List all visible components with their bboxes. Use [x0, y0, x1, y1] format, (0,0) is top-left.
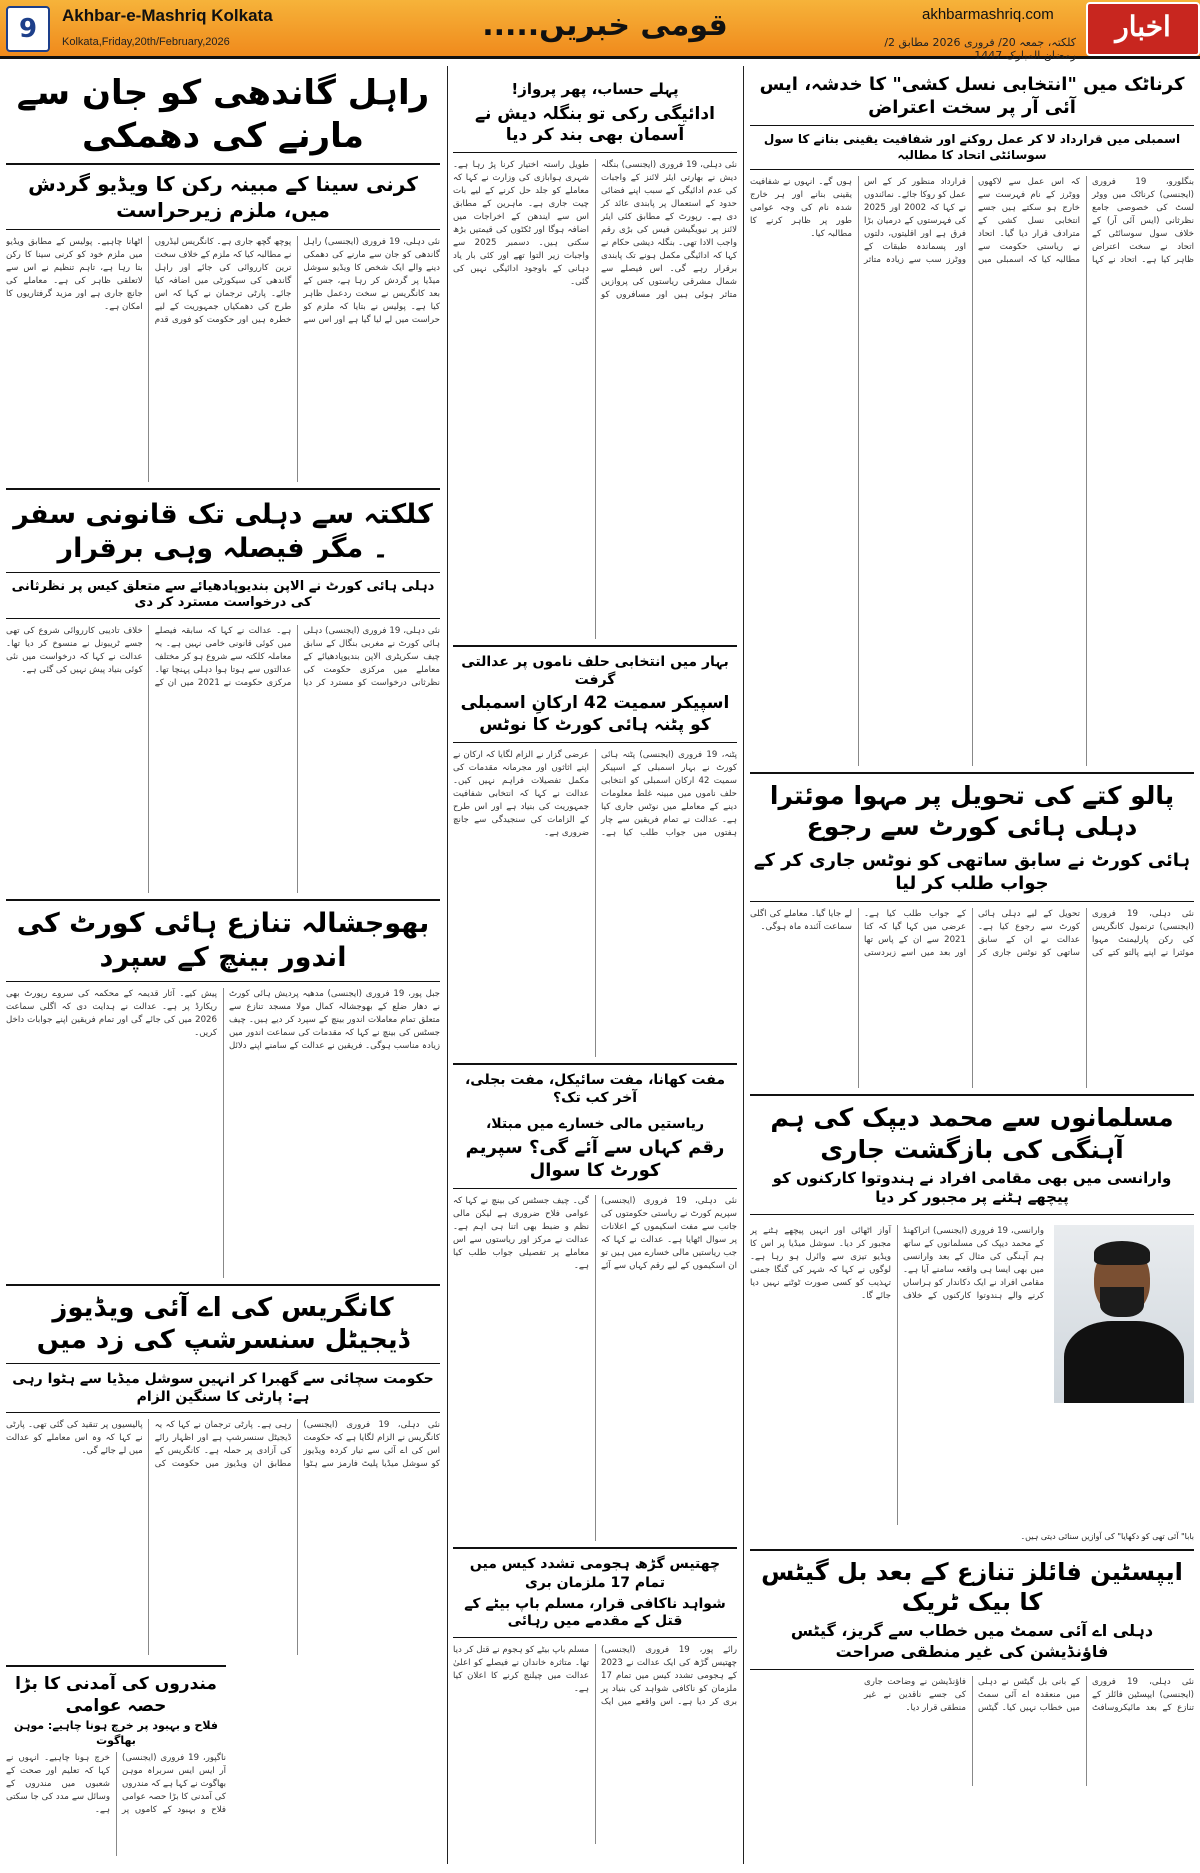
article-body: نئی دہلی، 19 فروری (ایجنسی) ایپسٹین فائلز کے تنازع کے بعد مائیکروسافٹ کے بانی بل گیٹس نے دہلی میں منعقدہ اے آئی سمٹ میں خطاب نہیں کیا۔ گیٹس فاؤنڈیشن نے وضاحت جاری کی جسے ناقدین نے غیر منطقی قرار دیا۔ — [864, 1676, 1194, 1713]
divider — [750, 1549, 1194, 1551]
article-headline: مسلمانوں سے محمد دیپک کی ہم آہنگی کی بازگشت جاری — [770, 1103, 1174, 1164]
divider — [6, 488, 440, 490]
divider — [6, 899, 440, 901]
photo-figure — [1094, 1241, 1150, 1265]
article-subheadline: اسمبلی میں قرارداد لا کر عمل روکنے اور شفافیت یقینی بنانے کا سول سوسائٹی اتحاد کا مطالبہ — [763, 132, 1181, 162]
article-body: نئی دہلی، 19 فروری (ایجنسی) بنگلہ دیش نے بھارتی ایئر لائنز کے واجبات کی عدم ادائیگی کے سبب اپنے فضائی حدود کے استعمال پر پابندی عائد کر دی ہے۔ رپورٹ کے مطابق کئی ایئر لائنز پر نیویگیشن فیس کی بڑی رقم واجب الادا تھی۔ بنگلہ دیشی حکام نے کہا کہ ادائیگی مکمل ہونے تک پابندی برقرار رہے گی۔ اس فیصلے سے شمال مشرقی ریاستوں کی پروازیں متاثر ہوئی ہیں اور مسافروں کو طویل راستہ اختیار کرنا پڑ رہا ہے۔ شہری ہوابازی کی وزارت نے کہا کہ معاملے کو جلد حل کرنے کے لیے بات چیت جاری ہے۔ ماہرین کے مطابق اس سے ایندھن کے اخراجات میں اضافہ ہوگا اور ٹکٹوں کی قیمتیں بڑھ سکتی ہیں۔ دسمبر 2025 سے واجبات زیر التوا تھے اور کئی بار یاد دہانی کے باوجود ادائیگی نہیں کی گئی۔ — [453, 160, 737, 300]
article-subheadline: دہلی اے آئی سمٹ میں خطاب سے گریز، گیٹس فاؤنڈیشن کی غیر منطقی صراحت — [790, 1620, 1154, 1661]
divider — [6, 1363, 440, 1364]
divider — [750, 772, 1194, 774]
article-body: نئی دہلی، 19 فروری (ایجنسی) ترنمول کانگریس کی رکن پارلیمنٹ مہوا موئترا نے اپنے پالتو کتے کی تحویل کے لیے دہلی ہائی کورٹ سے رجوع کیا ہے۔ عدالت نے ان کے سابق ساتھی کو نوٹس جاری کر کے جواب طلب کیا ہے۔ عرضی میں کہا گیا کہ کتا 2021 سے ان کے پاس تھا اور بعد میں اسے زبردستی لے جایا گیا۔ معاملے کی اگلی سماعت آئندہ ماہ ہوگی۔ — [750, 909, 1194, 959]
article-headline: اسپیکر سمیت 42 ارکانِ اسمبلی کو پٹنہ ہائی کورٹ کا نوٹس — [460, 693, 730, 735]
divider — [750, 1094, 1194, 1096]
article-body: جبل پور، 19 فروری (ایجنسی) مدھیہ پردیش ہائی کورٹ نے دھار ضلع کے بھوجشالہ کمال مولا مسجد تنازع سے متعلق تمام معاملات اندور بینچ کے سپرد کر دیے ہیں۔ چیف جسٹس کی بینچ نے کہا کہ مقدمات کی سماعت اندور میں زیادہ مناسب ہوگی۔ فریقین نے عدالت کے سامنے اپنے دلائل پیش کیے۔ آثار قدیمہ کے محکمہ کی سروے رپورٹ بھی ریکارڈ پر ہے۔ عدالت نے ہدایت دی کہ اگلی سماعت 2026 میں کی جائے گی اور تمام فریقین اپنے جوابات داخل کریں۔ — [6, 988, 440, 1051]
divider — [453, 152, 737, 153]
article-headline: کانگریس کی اے آئی ویڈیوز ڈیجیٹل سنسرشپ کی زد میں — [36, 1292, 410, 1356]
masthead — [0, 0, 1200, 62]
article-subheadline: وارانسی میں بھی مقامی افراد نے ہندوتوا کارکنوں کو پیچھے ہٹنے پر مجبور کر دیا — [772, 1168, 1172, 1207]
article-headline: کلکتہ سے دہلی تک قانونی سفر ۔ مگر فیصلہ وہی برقرار — [13, 499, 433, 564]
divider — [750, 901, 1194, 902]
divider — [750, 1214, 1194, 1215]
divider — [6, 618, 440, 619]
newspaper-logo: اخبار — [1086, 2, 1200, 56]
article-headline: کرناٹک میں "انتخابی نسل کشی" کا خدشہ، ایس آئی آر پر سخت اعتراض — [759, 74, 1185, 118]
website-link[interactable]: akhbarmashriq.com — [922, 6, 1054, 23]
sidebar-box — [6, 1659, 226, 1860]
divider — [750, 169, 1194, 170]
article-body: ناگپور، 19 فروری (ایجنسی) آر ایس ایس سربراہ موہن بھاگوت نے کہا ہے کہ مندروں کی آمدنی کا بڑا حصہ عوامی فلاح و بہبود کے کاموں پر خرچ ہونا چاہیے۔ انہوں نے کہا کہ تعلیم اور صحت کے شعبوں میں مندروں کے وسائل سے مدد کی جا سکتی ہے۔ — [6, 1752, 226, 1815]
column-divider — [743, 66, 744, 1864]
article-headline: ایپسٹین فائلز تنازع کے بعد بل گیٹس کا بیک ٹریک — [761, 1557, 1183, 1616]
article-body: نئی دہلی، 19 فروری (ایجنسی) راہل گاندھی کو جان سے مارنے کی دھمکی دینے والے ایک شخص کا ویڈیو سوشل میڈیا پر گردش کر رہا ہے، جس کے بعد کانگریس نے سخت ردعمل ظاہر کیا ہے۔ پولیس نے بتایا کہ ملزم کو حراست میں لے لیا گیا ہے اور اس سے پوچھ گچھ جاری ہے۔ کانگریس لیڈروں نے مطالبہ کیا کہ ملزم کے خلاف سخت ترین کارروائی کی جائے اور راہل گاندھی کی سیکورٹی میں اضافہ کیا جائے۔ پارٹی ترجمان نے کہا کہ اس طرح کی دھمکیاں جمہوریت کے لیے خطرہ ہیں اور حکومت کو فوری قدم اٹھانا چاہیے۔ پولیس کے مطابق ویڈیو میں ملزم خود کو کرنی سینا کا رکن بتا رہا ہے، تاہم تنظیم نے اس سے لاتعلقی ظاہر کی ہے۔ معاملے کی جانچ جاری ہے اور مزید گرفتاریوں کا امکان ہے۔ — [6, 237, 440, 325]
article-body: رائے پور، 19 فروری (ایجنسی) چھتیس گڑھ کی ایک عدالت نے 2023 کے ہجومی تشدد کیس میں تمام 17 ملزمان کو ناکافی شواہد کی بنیاد پر بری کر دیا ہے۔ اس واقعے میں ایک مسلم باپ بیٹے کو ہجوم نے قتل کر دیا تھا۔ متاثرہ خاندان نے فیصلے کو اعلیٰ عدالت میں چیلنج کرنے کا اعلان کیا ہے۔ — [453, 1644, 737, 1707]
photo-caption: بابا" آئی تھی کو دکھایا" کی آوازیں سنائی دیتی ہیں۔ — [1020, 1531, 1194, 1541]
article-kicker: بہار میں انتخابی حلف ناموں پر عدالتی گرفت — [461, 654, 729, 689]
divider — [6, 1412, 440, 1413]
article-subheadline: کرنی سینا کے مبینہ رکن کا ویڈیو گردش میں، ملزم زیرحراست — [28, 172, 418, 222]
article-kicker: چھتیس گڑھ ہجومی تشدد کیس میں تمام 17 ملزمان بری — [469, 1556, 721, 1591]
middle-column — [453, 66, 737, 1866]
article-block — [750, 1221, 1194, 1531]
article-subheadline: فلاح و بہبود پر خرچ ہونا چاہیے: موہن بھاگوت — [14, 1719, 218, 1747]
article-headline: مندروں کی آمدنی کا بڑا حصہ عوامی — [15, 1674, 217, 1717]
article-body: وارانسی، 19 فروری (ایجنسی) اتراکھنڈ کے محمد دیپک کی مسلمانوں کے ساتھ ہم آہنگی کی مثال کے بعد وارانسی میں بھی ایسا ہی واقعہ سامنے آیا ہے۔ مقامی افراد نے ایک دکاندار کو ہراساں کرنے والے ہندوتوا کارکنوں کے خلاف آواز اٹھائی اور انہیں پیچھے ہٹنے پر مجبور کر دیا۔ سوشل میڈیا پر اس کا ویڈیو تیزی سے وائرل ہو رہا ہے۔ لوگوں نے کہا کہ شہر کی گنگا جمنی تہذیب کو کسی صورت ٹوٹنے نہیں دیا جائے گا۔ — [750, 1225, 1044, 1301]
article-subheadline: ہائی کورٹ نے سابق ساتھی کو نوٹس جاری کر کے جواب طلب کر لیا — [753, 849, 1191, 895]
article-headline: شواہد ناکافی قرار، مسلم باپ بیٹے کے قتل کے مقدمے میں رہائی — [464, 1595, 726, 1630]
news-photo — [1054, 1225, 1194, 1403]
article-kicker: پہلے حساب، پھر پرواز! — [511, 80, 679, 98]
divider — [6, 981, 440, 982]
column-divider — [447, 66, 448, 1864]
divider — [750, 125, 1194, 126]
article-body: نئی دہلی، 19 فروری (ایجنسی) دہلی ہائی کورٹ نے مغربی بنگال کے سابق چیف سکریٹری الاپن بندیوپادھیائے کے معاملے میں مرکزی حکومت کی نظرثانی درخواست کو مسترد کر دیا ہے۔ عدالت نے کہا کہ سابقہ فیصلے میں کوئی قانونی خامی نہیں ہے۔ یہ معاملہ کلکتہ سے شروع ہو کر مختلف عدالتوں سے ہوتا ہوا دہلی پہنچا تھا۔ مرکزی حکومت نے 2021 میں ان کے خلاف تادیبی کارروائی شروع کی تھی جسے ٹریبونل نے منسوخ کر دیا تھا۔ عدالت نے کہا کہ درخواست میں نئی کوئی بنیاد پیش نہیں کی گئی ہے۔ — [6, 626, 440, 689]
photo-figure — [1064, 1321, 1184, 1403]
article-body: نئی دہلی، 19 فروری (ایجنسی) سپریم کورٹ نے ریاستی حکومتوں کی جانب سے مفت اسکیموں کے اعلانات پر سوال اٹھایا ہے۔ عدالت نے کہا کہ جب ریاستیں مالی خسارے میں ہیں تو ان اسکیموں کے لیے رقم کہاں سے آئے گی۔ چیف جسٹس کی بینچ نے کہا کہ عوامی فلاح ضروری ہے لیکن مالی نظم و ضبط بھی اتنا ہی اہم ہے۔ عدالت نے مرکز اور ریاستوں سے اس معاملے پر تفصیلی جواب طلب کیا ہے۔ — [453, 1196, 737, 1272]
article-body: پٹنہ، 19 فروری (ایجنسی) پٹنہ ہائی کورٹ نے بہار اسمبلی کے اسپیکر سمیت 42 ارکان اسمبلی کو انتخابی حلف ناموں میں مبینہ غلط معلومات دینے کے معاملے میں نوٹس جاری کیا ہے۔ عدالت نے تمام فریقین سے چار ہفتوں میں جواب طلب کیا ہے۔ عرضی گزار نے الزام لگایا کہ ارکان نے اپنے اثاثوں اور مجرمانہ مقدمات کی مکمل تفصیلات فراہم نہیں کیں۔ عدالت نے کہا کہ انتخابی شفافیت جمہوریت کی بنیاد ہے اور اس طرح کے الزامات کی سنجیدگی سے جانچ ضروری ہے۔ — [453, 749, 737, 838]
article-body: بنگلورو، 19 فروری (ایجنسی) کرناٹک میں ووٹر لسٹ کی خصوصی جامع نظرثانی (ایس آئی آر) کے خلاف سول سوسائٹی کے اتحاد نے سخت اعتراض ظاہر کیا ہے۔ اتحاد نے کہا کہ اس عمل سے لاکھوں ووٹرز کے نام فہرست سے خارج ہو سکتے ہیں جسے انتخابی نسل کشی کے مترادف قرار دیا گیا۔ اتحاد نے ریاستی حکومت سے مطالبہ کیا کہ اسمبلی میں قرارداد منظور کر کے اس عمل کو روکا جائے۔ نمائندوں نے کہا کہ 2002 اور 2025 کی فہرستوں کے درمیان بڑا فرق ہے اور اقلیتوں، دلتوں اور پسماندہ طبقات کے ووٹرز سب سے زیادہ متاثر ہوں گے۔ انہوں نے شفافیت یقینی بنانے اور ہر خارج شدہ نام کی وجہ عوامی طور پر ظاہر کرنے کا مطالبہ کیا۔ — [750, 177, 1194, 266]
left-column — [6, 66, 440, 1866]
article-subheadline: حکومت سچائی سے گھبرا کر انہیں سوشل میڈیا سے ہٹوا رہی ہے: پارٹی کا سنگین الزام — [12, 1370, 434, 1405]
article-headline: پالو کتے کی تحویل پر مہوا موئترا دہلی ہائی کورٹ سے رجوع — [769, 781, 1175, 842]
divider — [453, 1063, 737, 1065]
right-column — [750, 66, 1194, 1866]
article-headline: بھوجشالہ تنازع ہائی کورٹ کی اندور بینچ کے سپرد — [16, 908, 430, 974]
divider — [6, 163, 440, 165]
photo-figure — [1100, 1287, 1144, 1317]
date-urdu: کلکتہ، جمعہ 20/ فروری 2026 مطابق 2/ رمضان المبارک 1447 — [884, 36, 1076, 62]
divider — [6, 229, 440, 230]
article-subheadline: دہلی ہائی کورٹ نے الاپن بندیوپادھیائے سے متعلق کیس پر نظرثانی کی درخواست مسترد کر دی — [11, 578, 435, 611]
article-body: نئی دہلی، 19 فروری (ایجنسی) کانگریس نے الزام لگایا ہے کہ حکومت اس کی اے آئی سے تیار کردہ ویڈیوز کو سوشل میڈیا پلیٹ فارمز سے ہٹوا رہی ہے۔ پارٹی ترجمان نے کہا کہ یہ ڈیجیٹل سنسرشپ ہے اور اظہار رائے کی آزادی پر حملہ ہے۔ کانگریس کے مطابق ان ویڈیوز میں حکومت کی پالیسیوں پر تنقید کی گئی تھی۔ پارٹی نے کہا کہ وہ اس معاملے کو عدالت میں لے جائے گی۔ — [6, 1420, 440, 1470]
divider — [453, 1637, 737, 1638]
page-number: 9 — [6, 6, 50, 52]
brand-name-english: Akhbar-e-Mashriq Kolkata — [62, 6, 273, 25]
article-headline: راہل گاندھی کو جان سے مارنے کی دھمکی — [16, 73, 430, 156]
divider — [6, 572, 440, 573]
date-english: Kolkata,Friday,20th/February,2026 — [62, 36, 230, 48]
article-kicker: مفت کھانا، مفت سائیکل، مفت بجلی، آخر کب تک؟ — [464, 1071, 726, 1107]
article-kicker: ریاستیں مالی خسارے میں مبتلا، — [485, 1116, 705, 1133]
article-headline: ادائیگی رکی تو بنگلہ دیش نے آسمان بھی بند کر دیا — [475, 103, 715, 145]
divider — [6, 1665, 226, 1667]
divider — [453, 1547, 737, 1549]
divider — [453, 645, 737, 647]
divider — [6, 1284, 440, 1286]
divider — [453, 742, 737, 743]
divider — [453, 1188, 737, 1189]
divider — [750, 1669, 1194, 1670]
section-title: قومی خبریں..... — [482, 8, 728, 43]
article-headline: رقم کہاں سے آئے گی؟ سپریم کورٹ کا سوال — [465, 1137, 725, 1181]
